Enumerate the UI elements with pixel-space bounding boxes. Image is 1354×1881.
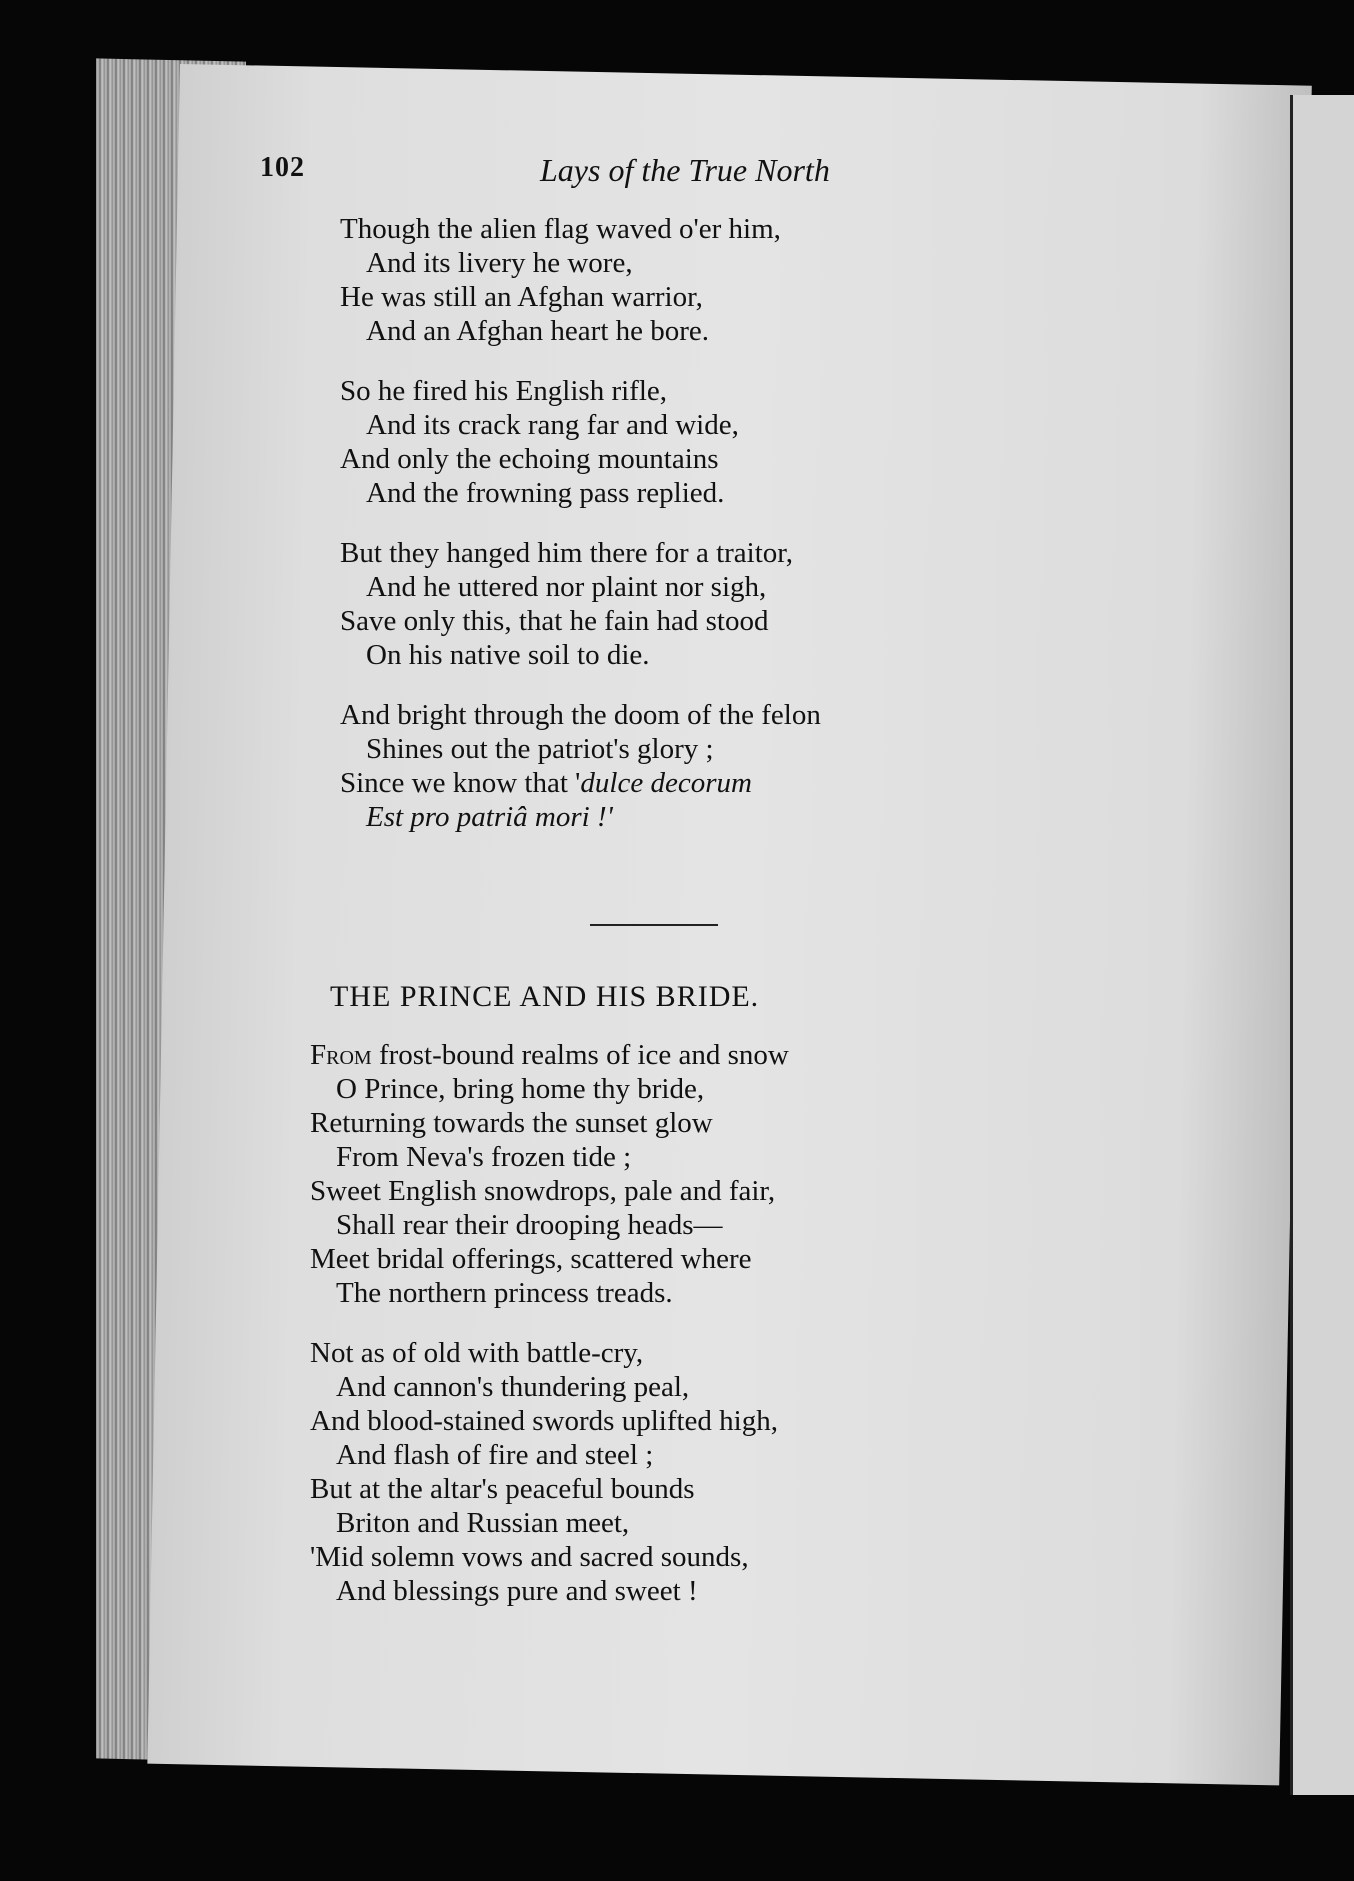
verse-line: Shines out the patriot's glory ;	[366, 733, 714, 765]
verse-line: Not as of old with battle-cry,	[310, 1337, 644, 1369]
verse-line: And blessings pure and sweet !	[336, 1575, 698, 1607]
verse-line: Returning towards the sunset glow	[310, 1107, 713, 1139]
verse-line: He was still an Afghan warrior,	[340, 281, 703, 313]
verse-line: Sweet English snowdrops, pale and fair,	[310, 1175, 776, 1207]
verse-line: And an Afghan heart he bore.	[366, 315, 710, 347]
verse-line: And blood-stained swords uplifted high,	[310, 1405, 778, 1437]
running-title: Lays of the True North	[540, 152, 830, 188]
page-header	[260, 152, 1020, 202]
poem-body	[310, 1038, 1110, 1634]
verse-line: Shall rear their drooping heads—	[336, 1209, 723, 1241]
stanza	[340, 698, 1120, 834]
verse-line	[310, 1038, 1110, 1072]
verse-line: And its crack rang far and wide,	[366, 409, 739, 441]
verse-line: And the frowning pass replied.	[366, 477, 725, 509]
verse-line: And bright through the doom of the felon	[340, 699, 821, 731]
stanza	[310, 1336, 1110, 1608]
verse-line: Though the alien flag waved o'er him,	[340, 213, 781, 245]
verse-line: 'Mid solemn vows and sacred sounds,	[310, 1541, 749, 1573]
verse-line: O Prince, bring home thy bride,	[336, 1073, 705, 1105]
page-number: 102	[260, 152, 305, 183]
latin-quote: dulce decorum	[580, 767, 752, 799]
verse-line	[340, 766, 1120, 800]
verse-line: But at the altar's peaceful bounds	[310, 1473, 695, 1505]
stanza	[340, 212, 1120, 348]
verse-line: The northern princess treads.	[336, 1277, 673, 1309]
verse-line: And only the echoing mountains	[340, 443, 719, 475]
poem-continuation	[340, 212, 1120, 860]
latin-quote-line: Est pro patriâ mori !'	[366, 801, 613, 833]
verse-line: But they hanged him there for a traitor,	[340, 537, 794, 569]
verse-line: And cannon's thundering peal,	[336, 1371, 690, 1403]
verse-line: And its livery he wore,	[366, 247, 633, 279]
section-divider	[590, 924, 718, 926]
stanza	[340, 374, 1120, 510]
verse-text: frost-bound realms of ice and snow	[371, 1039, 789, 1071]
verse-line: Briton and Russian meet,	[336, 1507, 630, 1539]
verse-line: So he fired his English rifle,	[340, 375, 668, 407]
verse-line: From Neva's frozen tide ;	[336, 1141, 632, 1173]
verse-line: Save only this, that he fain had stood	[340, 605, 769, 637]
stanza	[310, 1038, 1110, 1310]
stanza	[340, 536, 1120, 672]
verse-line: On his native soil to die.	[366, 639, 650, 671]
verse-text: Since we know that '	[340, 767, 581, 799]
initial-word: From	[310, 1039, 372, 1071]
verse-line: Meet bridal offerings, scattered where	[310, 1243, 752, 1275]
facing-page-edge	[1290, 95, 1354, 1795]
verse-line: And flash of fire and steel ;	[336, 1439, 654, 1471]
poem-title: THE PRINCE AND HIS BRIDE.	[330, 980, 760, 1013]
verse-line: And he uttered nor plaint nor sigh,	[366, 571, 767, 603]
